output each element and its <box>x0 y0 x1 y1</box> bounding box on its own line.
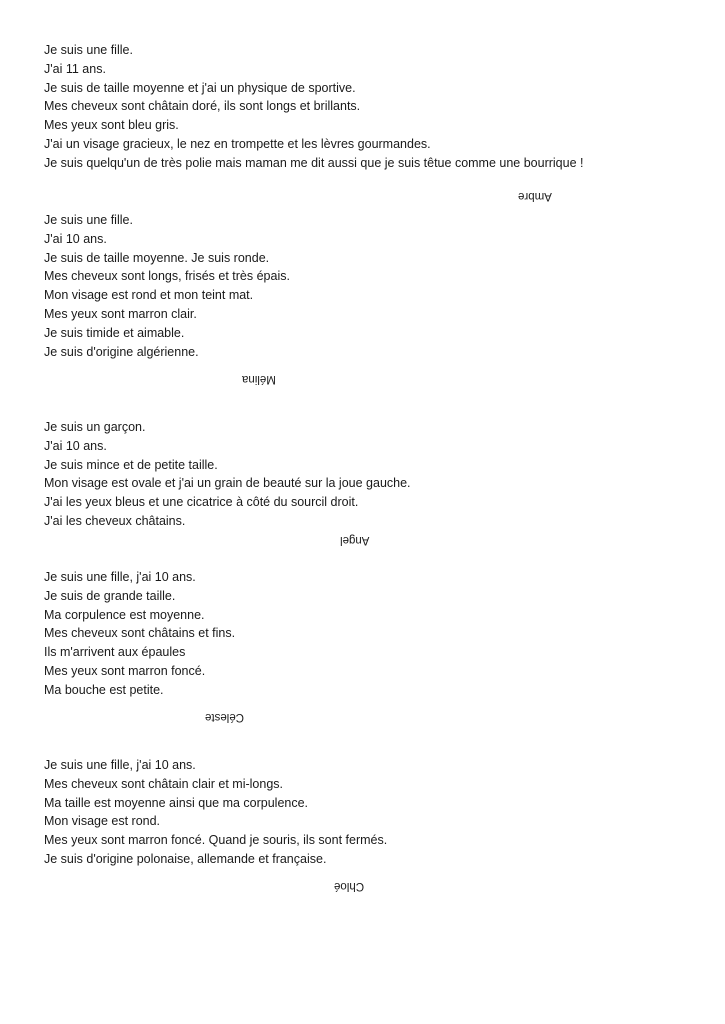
portrait-line: Je suis une fille, j'ai 10 ans. <box>44 758 196 772</box>
portrait-line: J'ai 11 ans. <box>44 61 106 76</box>
portrait-ambre <box>44 41 684 173</box>
portrait-line: Ils m'arrivent aux épaules <box>44 645 186 660</box>
portrait-melina <box>44 211 684 361</box>
portrait-line: Je suis timide et aimable. <box>44 325 185 340</box>
portrait-line: Mes yeux sont bleu gris. <box>44 118 179 133</box>
portrait-name-chloe: Chloé <box>334 880 365 892</box>
portrait-angel <box>44 418 684 531</box>
portrait-name-celeste: Céleste <box>205 711 244 723</box>
portrait-name-ambre: Ambre <box>518 190 552 202</box>
portrait-line: Je suis de taille moyenne. Je suis ronde. <box>44 250 270 265</box>
portrait-line: J'ai un visage gracieux, le nez en trompette et les lèvres gourmandes. <box>44 136 431 151</box>
portrait-line: Ma bouche est petite. <box>44 682 164 697</box>
portrait-name-melina: Mélina <box>242 373 276 385</box>
portrait-line: Ma taille est moyenne ainsi que ma corpulence. <box>44 795 309 810</box>
portrait-line: Mes yeux sont marron clair. <box>44 306 197 321</box>
portrait-line: Je suis de grande taille. <box>44 588 176 603</box>
portrait-line: Mon visage est rond et mon teint mat. <box>44 288 254 303</box>
portrait-line: Mes cheveux sont longs, frisés et très épais. <box>44 269 290 284</box>
portrait-celeste <box>44 568 684 700</box>
portrait-line: Je suis une fille. <box>44 43 133 57</box>
portrait-line: Je suis d'origine algérienne. <box>44 344 199 359</box>
portrait-line: Je suis quelqu'un de très polie mais maman me dit aussi que je suis têtue comme une bourrique ! <box>44 155 584 170</box>
portrait-line: Je suis de taille moyenne et j'ai un physique de sportive. <box>44 80 356 95</box>
portrait-line: J'ai 10 ans. <box>44 231 107 246</box>
portrait-line: Mes cheveux sont châtain clair et mi-longs. <box>44 776 283 791</box>
portrait-line: Mes yeux sont marron foncé. <box>44 663 206 678</box>
portrait-line: J'ai 10 ans. <box>44 438 107 453</box>
portrait-line: J'ai les yeux bleus et une cicatrice à côté du sourcil droit. <box>44 495 359 510</box>
portrait-line: Mes cheveux sont châtains et fins. <box>44 626 236 641</box>
portrait-line: Mon visage est rond. <box>44 814 161 829</box>
portrait-line: Je suis une fille, j'ai 10 ans. <box>44 570 196 584</box>
portrait-line: Je suis d'origine polonaise, allemande et française. <box>44 851 327 866</box>
portrait-name-angel: Angel <box>340 534 370 546</box>
portrait-line: Ma corpulence est moyenne. <box>44 607 205 622</box>
portrait-line: Je suis un garçon. <box>44 420 146 434</box>
portrait-line: Je suis une fille. <box>44 213 133 227</box>
portrait-line: J'ai les cheveux châtains. <box>44 513 186 528</box>
portrait-line: Mes yeux sont marron foncé. Quand je souris, ils sont fermés. <box>44 833 388 848</box>
portrait-line: Mon visage est ovale et j'ai un grain de beauté sur la joue gauche. <box>44 476 411 491</box>
portrait-line: Mes cheveux sont châtain doré, ils sont longs et brillants. <box>44 99 361 114</box>
portrait-line: Je suis mince et de petite taille. <box>44 457 218 472</box>
portrait-chloe <box>44 756 684 869</box>
